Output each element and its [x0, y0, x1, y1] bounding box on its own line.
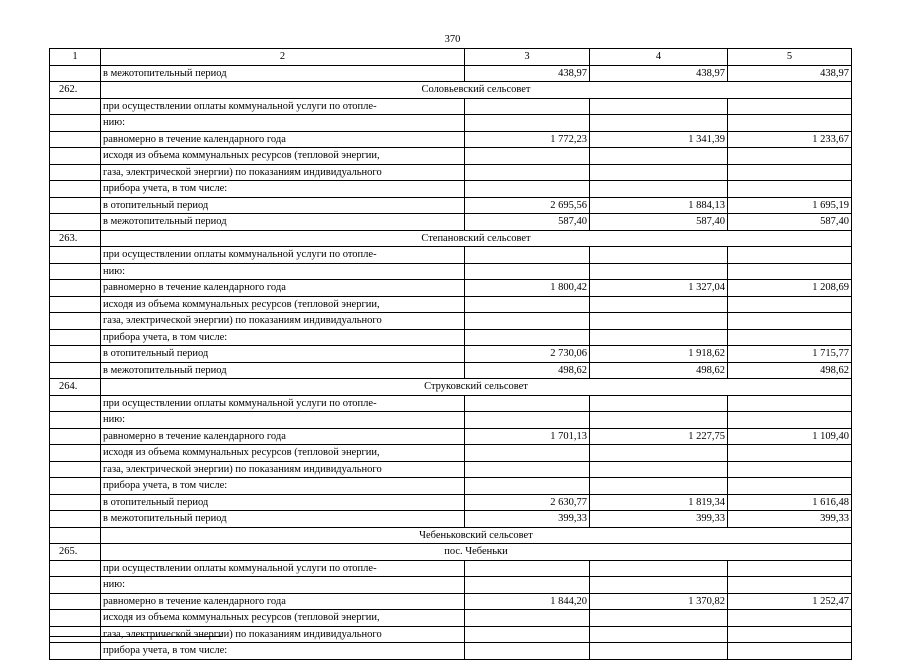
- value-cell-col4: 498,62: [590, 362, 728, 379]
- value-cell-col5: [728, 148, 852, 165]
- section-row: [50, 544, 852, 561]
- value-cell-col4: 587,40: [590, 214, 728, 231]
- section-title: Соловьевский сельсовет: [101, 82, 852, 99]
- value-cell-col3: [465, 164, 590, 181]
- text-row: [50, 115, 852, 132]
- column-number-cell: 2: [101, 49, 465, 66]
- row-number: [50, 511, 101, 528]
- row-number: [50, 560, 101, 577]
- value-cell-col4: [590, 412, 728, 429]
- column-number-cell: 1: [50, 49, 101, 66]
- value-row: [50, 511, 852, 528]
- row-label: нию:: [101, 577, 465, 594]
- value-cell-col5: [728, 461, 852, 478]
- row-number: [50, 346, 101, 363]
- value-cell-col5: [728, 164, 852, 181]
- row-number: [50, 214, 101, 231]
- row-number: [50, 593, 101, 610]
- value-row: [50, 197, 852, 214]
- value-cell-col5: [728, 395, 852, 412]
- row-number: [50, 131, 101, 148]
- row-number: [50, 478, 101, 495]
- row-label: при осуществлении оплаты коммунальной услуги по отопле-: [101, 98, 465, 115]
- value-cell-col3: 1 844,20: [465, 593, 590, 610]
- row-label: исходя из объема коммунальных ресурсов (тепловой энергии,: [101, 610, 465, 627]
- section-row: [50, 527, 852, 544]
- column-number-cell: 3: [465, 49, 590, 66]
- value-cell-col5: [728, 412, 852, 429]
- value-cell-col3: 1 701,13: [465, 428, 590, 445]
- text-row: [50, 313, 852, 330]
- section-title: пос. Чебеньки: [101, 544, 852, 561]
- column-number-cell: 5: [728, 49, 852, 66]
- row-label: в отопительный период: [101, 346, 465, 363]
- value-cell-col5: [728, 560, 852, 577]
- value-cell-col4: [590, 577, 728, 594]
- value-cell-col4: [590, 329, 728, 346]
- value-cell-col4: [590, 98, 728, 115]
- value-row: [50, 131, 852, 148]
- value-cell-col5: [728, 478, 852, 495]
- row-number: [50, 65, 101, 82]
- value-cell-col5: 498,62: [728, 362, 852, 379]
- value-row: [50, 65, 852, 82]
- row-number: 262.: [50, 82, 101, 99]
- value-cell-col3: [465, 313, 590, 330]
- value-cell-col5: 1 715,77: [728, 346, 852, 363]
- value-cell-col4: [590, 560, 728, 577]
- value-row: [50, 280, 852, 297]
- row-label: исходя из объема коммунальных ресурсов (тепловой энергии,: [101, 445, 465, 462]
- row-number: [50, 98, 101, 115]
- value-cell-col5: [728, 296, 852, 313]
- row-label: при осуществлении оплаты коммунальной услуги по отопле-: [101, 395, 465, 412]
- value-cell-col5: [728, 263, 852, 280]
- text-row: [50, 329, 852, 346]
- section-title: Степановский сельсовет: [101, 230, 852, 247]
- text-row: [50, 412, 852, 429]
- value-cell-col4: [590, 313, 728, 330]
- value-cell-col3: [465, 148, 590, 165]
- row-label: нию:: [101, 412, 465, 429]
- row-number: [50, 395, 101, 412]
- value-cell-col5: 1 109,40: [728, 428, 852, 445]
- section-row: [50, 82, 852, 99]
- value-cell-col4: [590, 461, 728, 478]
- row-label: в межотопительный период: [101, 65, 465, 82]
- row-number: 265.: [50, 544, 101, 561]
- row-label: газа, электрической энергии) по показаниям индивидуального: [101, 626, 465, 643]
- text-row: [50, 247, 852, 264]
- footnote-rule: [50, 636, 222, 637]
- text-row: [50, 626, 852, 643]
- row-number: [50, 296, 101, 313]
- row-number: [50, 577, 101, 594]
- page-number: 370: [444, 34, 461, 45]
- value-cell-col3: [465, 296, 590, 313]
- row-number: [50, 362, 101, 379]
- text-row: [50, 181, 852, 198]
- row-label: прибора учета, в том числе:: [101, 643, 465, 660]
- row-label: при осуществлении оплаты коммунальной услуги по отопле-: [101, 247, 465, 264]
- value-cell-col3: [465, 560, 590, 577]
- value-cell-col5: 438,97: [728, 65, 852, 82]
- text-row: [50, 164, 852, 181]
- value-cell-col3: [465, 445, 590, 462]
- row-label: газа, электрической энергии) по показаниям индивидуального: [101, 313, 465, 330]
- value-cell-col5: [728, 626, 852, 643]
- value-cell-col3: 498,62: [465, 362, 590, 379]
- row-number: [50, 428, 101, 445]
- value-cell-col5: [728, 115, 852, 132]
- value-row: [50, 214, 852, 231]
- value-cell-col5: [728, 247, 852, 264]
- value-cell-col3: [465, 395, 590, 412]
- value-cell-col3: [465, 478, 590, 495]
- row-number: [50, 115, 101, 132]
- value-cell-col4: 438,97: [590, 65, 728, 82]
- row-number: [50, 412, 101, 429]
- row-number: [50, 263, 101, 280]
- row-label: равномерно в течение календарного года: [101, 593, 465, 610]
- value-cell-col3: 438,97: [465, 65, 590, 82]
- row-number: [50, 461, 101, 478]
- text-row: [50, 461, 852, 478]
- value-cell-col3: [465, 412, 590, 429]
- value-cell-col3: [465, 577, 590, 594]
- row-label: равномерно в течение календарного года: [101, 280, 465, 297]
- text-row: [50, 148, 852, 165]
- row-number: [50, 445, 101, 462]
- row-number: [50, 148, 101, 165]
- value-cell-col5: [728, 329, 852, 346]
- value-cell-col5: [728, 98, 852, 115]
- value-cell-col4: [590, 445, 728, 462]
- value-cell-col4: 399,33: [590, 511, 728, 528]
- row-label: прибора учета, в том числе:: [101, 181, 465, 198]
- section-title: Струковский сельсовет: [101, 379, 852, 396]
- value-row: [50, 593, 852, 610]
- value-cell-col3: 1 800,42: [465, 280, 590, 297]
- value-cell-col4: [590, 263, 728, 280]
- value-cell-col3: [465, 626, 590, 643]
- value-cell-col4: [590, 610, 728, 627]
- value-cell-col3: [465, 329, 590, 346]
- value-cell-col5: 1 208,69: [728, 280, 852, 297]
- row-label: в отопительный период: [101, 494, 465, 511]
- value-row: [50, 428, 852, 445]
- row-label: газа, электрической энергии) по показаниям индивидуального: [101, 164, 465, 181]
- value-cell-col4: [590, 164, 728, 181]
- row-label: равномерно в течение календарного года: [101, 131, 465, 148]
- row-number: [50, 313, 101, 330]
- value-row: [50, 346, 852, 363]
- value-cell-col5: 587,40: [728, 214, 852, 231]
- value-cell-col3: 399,33: [465, 511, 590, 528]
- text-row: [50, 445, 852, 462]
- text-row: [50, 296, 852, 313]
- value-cell-col4: 1 884,13: [590, 197, 728, 214]
- value-cell-col3: 2 695,56: [465, 197, 590, 214]
- value-cell-col3: [465, 115, 590, 132]
- value-cell-col3: [465, 181, 590, 198]
- row-label: исходя из объема коммунальных ресурсов (тепловой энергии,: [101, 296, 465, 313]
- value-cell-col3: 587,40: [465, 214, 590, 231]
- value-cell-col5: 1 233,67: [728, 131, 852, 148]
- text-row: [50, 560, 852, 577]
- row-label: исходя из объема коммунальных ресурсов (тепловой энергии,: [101, 148, 465, 165]
- value-cell-col4: 1 341,39: [590, 131, 728, 148]
- row-number: [50, 197, 101, 214]
- value-cell-col4: 1 227,75: [590, 428, 728, 445]
- table-body: [50, 49, 852, 660]
- row-number: 263.: [50, 230, 101, 247]
- value-row: [50, 494, 852, 511]
- value-cell-col3: 2 630,77: [465, 494, 590, 511]
- row-label: нию:: [101, 263, 465, 280]
- value-cell-col5: [728, 610, 852, 627]
- value-cell-col3: [465, 610, 590, 627]
- row-number: 264.: [50, 379, 101, 396]
- column-number-row: [50, 49, 852, 66]
- value-cell-col5: 1 695,19: [728, 197, 852, 214]
- row-label: равномерно в течение календарного года: [101, 428, 465, 445]
- section-row: [50, 379, 852, 396]
- row-number: [50, 164, 101, 181]
- row-label: прибора учета, в том числе:: [101, 478, 465, 495]
- value-cell-col4: [590, 643, 728, 660]
- tariff-table: [49, 48, 852, 660]
- value-cell-col5: 399,33: [728, 511, 852, 528]
- value-cell-col3: 2 730,06: [465, 346, 590, 363]
- section-row: [50, 230, 852, 247]
- value-cell-col3: [465, 643, 590, 660]
- section-title: Чебеньковский сельсовет: [101, 527, 852, 544]
- value-cell-col4: [590, 181, 728, 198]
- value-cell-col4: 1 918,62: [590, 346, 728, 363]
- row-number: [50, 643, 101, 660]
- value-cell-col5: [728, 181, 852, 198]
- text-row: [50, 263, 852, 280]
- value-cell-col3: [465, 247, 590, 264]
- value-cell-col3: [465, 263, 590, 280]
- value-cell-col4: [590, 247, 728, 264]
- row-number: [50, 181, 101, 198]
- value-cell-col4: [590, 148, 728, 165]
- value-cell-col5: [728, 445, 852, 462]
- value-cell-col5: 1 616,48: [728, 494, 852, 511]
- row-number: [50, 247, 101, 264]
- text-row: [50, 643, 852, 660]
- row-label: в межотопительный период: [101, 511, 465, 528]
- row-label: прибора учета, в том числе:: [101, 329, 465, 346]
- text-row: [50, 98, 852, 115]
- value-cell-col4: [590, 115, 728, 132]
- value-cell-col3: [465, 461, 590, 478]
- value-cell-col4: 1 327,04: [590, 280, 728, 297]
- column-number-cell: 4: [590, 49, 728, 66]
- text-row: [50, 395, 852, 412]
- row-label: газа, электрической энергии) по показаниям индивидуального: [101, 461, 465, 478]
- row-label: в межотопительный период: [101, 362, 465, 379]
- value-cell-col3: [465, 98, 590, 115]
- value-cell-col4: [590, 395, 728, 412]
- value-cell-col4: 1 370,82: [590, 593, 728, 610]
- value-cell-col4: 1 819,34: [590, 494, 728, 511]
- value-cell-col3: 1 772,23: [465, 131, 590, 148]
- value-row: [50, 362, 852, 379]
- row-number: [50, 626, 101, 643]
- value-cell-col5: [728, 643, 852, 660]
- value-cell-col4: [590, 478, 728, 495]
- row-label: в отопительный период: [101, 197, 465, 214]
- value-cell-col4: [590, 626, 728, 643]
- row-number: [50, 329, 101, 346]
- row-number: [50, 610, 101, 627]
- text-row: [50, 577, 852, 594]
- row-number: [50, 494, 101, 511]
- text-row: [50, 610, 852, 627]
- value-cell-col4: [590, 296, 728, 313]
- value-cell-col5: [728, 313, 852, 330]
- row-label: в межотопительный период: [101, 214, 465, 231]
- row-label: нию:: [101, 115, 465, 132]
- value-cell-col5: [728, 577, 852, 594]
- row-label: при осуществлении оплаты коммунальной услуги по отопле-: [101, 560, 465, 577]
- row-number: [50, 280, 101, 297]
- row-number: [50, 527, 101, 544]
- text-row: [50, 478, 852, 495]
- value-cell-col5: 1 252,47: [728, 593, 852, 610]
